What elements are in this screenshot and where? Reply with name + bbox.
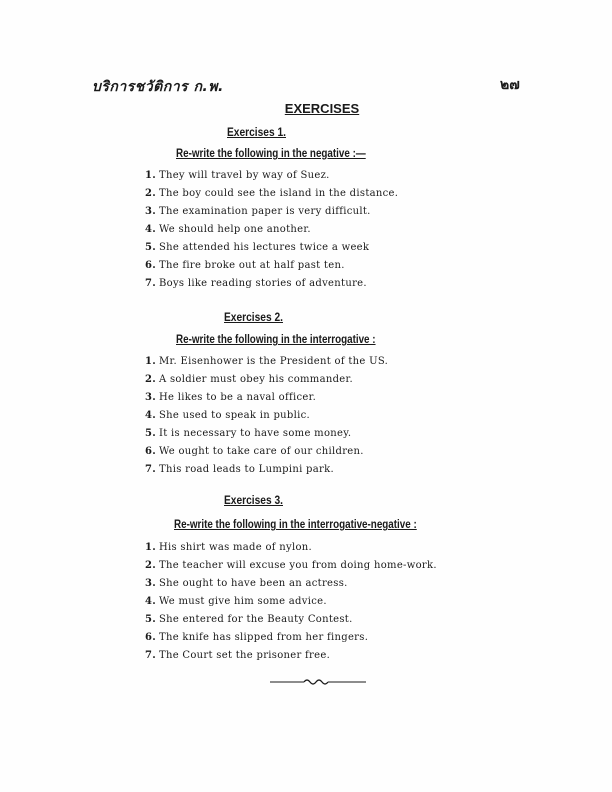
item-text: They will travel by way of Suez. [159, 170, 330, 181]
item-text: We must give him some advice. [159, 596, 327, 607]
item-text: This road leads to Lumpini park. [159, 464, 334, 475]
list-item [145, 389, 388, 407]
exercise-instruction: Re-write the following in the interrogative : [176, 332, 376, 346]
item-text: Boys like reading stories of adventure. [159, 278, 367, 289]
list-item [145, 629, 437, 647]
list-item [145, 557, 437, 575]
item-number: 7. [145, 464, 157, 475]
item-text: His shirt was made of nylon. [159, 542, 312, 553]
exercise-list [145, 539, 437, 665]
exercise-instruction: Re-write the following in the negative :— [176, 146, 366, 160]
item-number: 1. [145, 356, 157, 367]
item-number: 3. [145, 206, 157, 217]
list-item [145, 221, 398, 239]
exercise-title: Exercises 3. [224, 493, 283, 507]
item-number: 7. [145, 650, 157, 661]
item-text: She entered for the Beauty Contest. [159, 614, 353, 625]
item-number: 7. [145, 278, 157, 289]
item-text: He likes to be a naval officer. [159, 392, 317, 403]
item-number: 2. [145, 374, 157, 385]
item-text: We should help one another. [159, 224, 311, 235]
item-number: 5. [145, 614, 157, 625]
item-number: 6. [145, 446, 157, 457]
list-item [145, 593, 437, 611]
list-item [145, 407, 388, 425]
item-number: 1. [145, 542, 157, 553]
item-text: A soldier must obey his commander. [159, 374, 353, 385]
exercise-list [145, 353, 388, 479]
item-text: The fire broke out at half past ten. [159, 260, 345, 271]
item-text: The teacher will excuse you from doing home-work. [159, 560, 437, 571]
item-text: Mr. Eisenhower is the President of the US. [159, 356, 389, 367]
section-end-ornament [270, 676, 366, 686]
item-text: She ought to have been an actress. [159, 578, 348, 589]
list-item [145, 185, 398, 203]
list-item [145, 203, 398, 221]
exercise-title: Exercises 2. [224, 310, 283, 324]
list-item [145, 353, 388, 371]
exercise-instruction: Re-write the following in the interrogative-negative : [174, 517, 417, 531]
list-item [145, 461, 388, 479]
item-number: 2. [145, 188, 157, 199]
item-text: The boy could see the island in the distance. [159, 188, 399, 199]
item-number: 2. [145, 560, 157, 571]
item-number: 6. [145, 260, 157, 271]
list-item [145, 575, 437, 593]
item-text: We ought to take care of our children. [159, 446, 364, 457]
item-text: The examination paper is very difficult. [159, 206, 371, 217]
header-publisher: บริการชวัติการ ก.พ. [92, 79, 224, 95]
exercise-title: Exercises 1. [227, 125, 286, 139]
item-number: 1. [145, 170, 157, 181]
item-number: 4. [145, 410, 157, 421]
item-text: It is necessary to have some money. [159, 428, 352, 439]
list-item [145, 371, 388, 389]
exercise-list [145, 167, 398, 293]
item-number: 4. [145, 224, 157, 235]
item-number: 3. [145, 392, 157, 403]
item-number: 4. [145, 596, 157, 607]
list-item [145, 611, 437, 629]
list-item [145, 443, 388, 461]
item-text: She used to speak in public. [159, 410, 310, 421]
item-text: The Court set the prisoner free. [159, 650, 331, 661]
list-item [145, 539, 437, 557]
item-number: 5. [145, 242, 157, 253]
item-number: 6. [145, 632, 157, 643]
list-item [145, 647, 437, 665]
page-number: ๒๗ [500, 77, 520, 93]
list-item [145, 167, 398, 185]
list-item [145, 425, 388, 443]
list-item [145, 275, 398, 293]
item-number: 5. [145, 428, 157, 439]
page-title: EXERCISES [284, 101, 360, 116]
item-text: The knife has slipped from her fingers. [159, 632, 369, 643]
list-item [145, 257, 398, 275]
list-item [145, 239, 398, 257]
item-text: She attended his lectures twice a week [159, 242, 370, 253]
item-number: 3. [145, 578, 157, 589]
